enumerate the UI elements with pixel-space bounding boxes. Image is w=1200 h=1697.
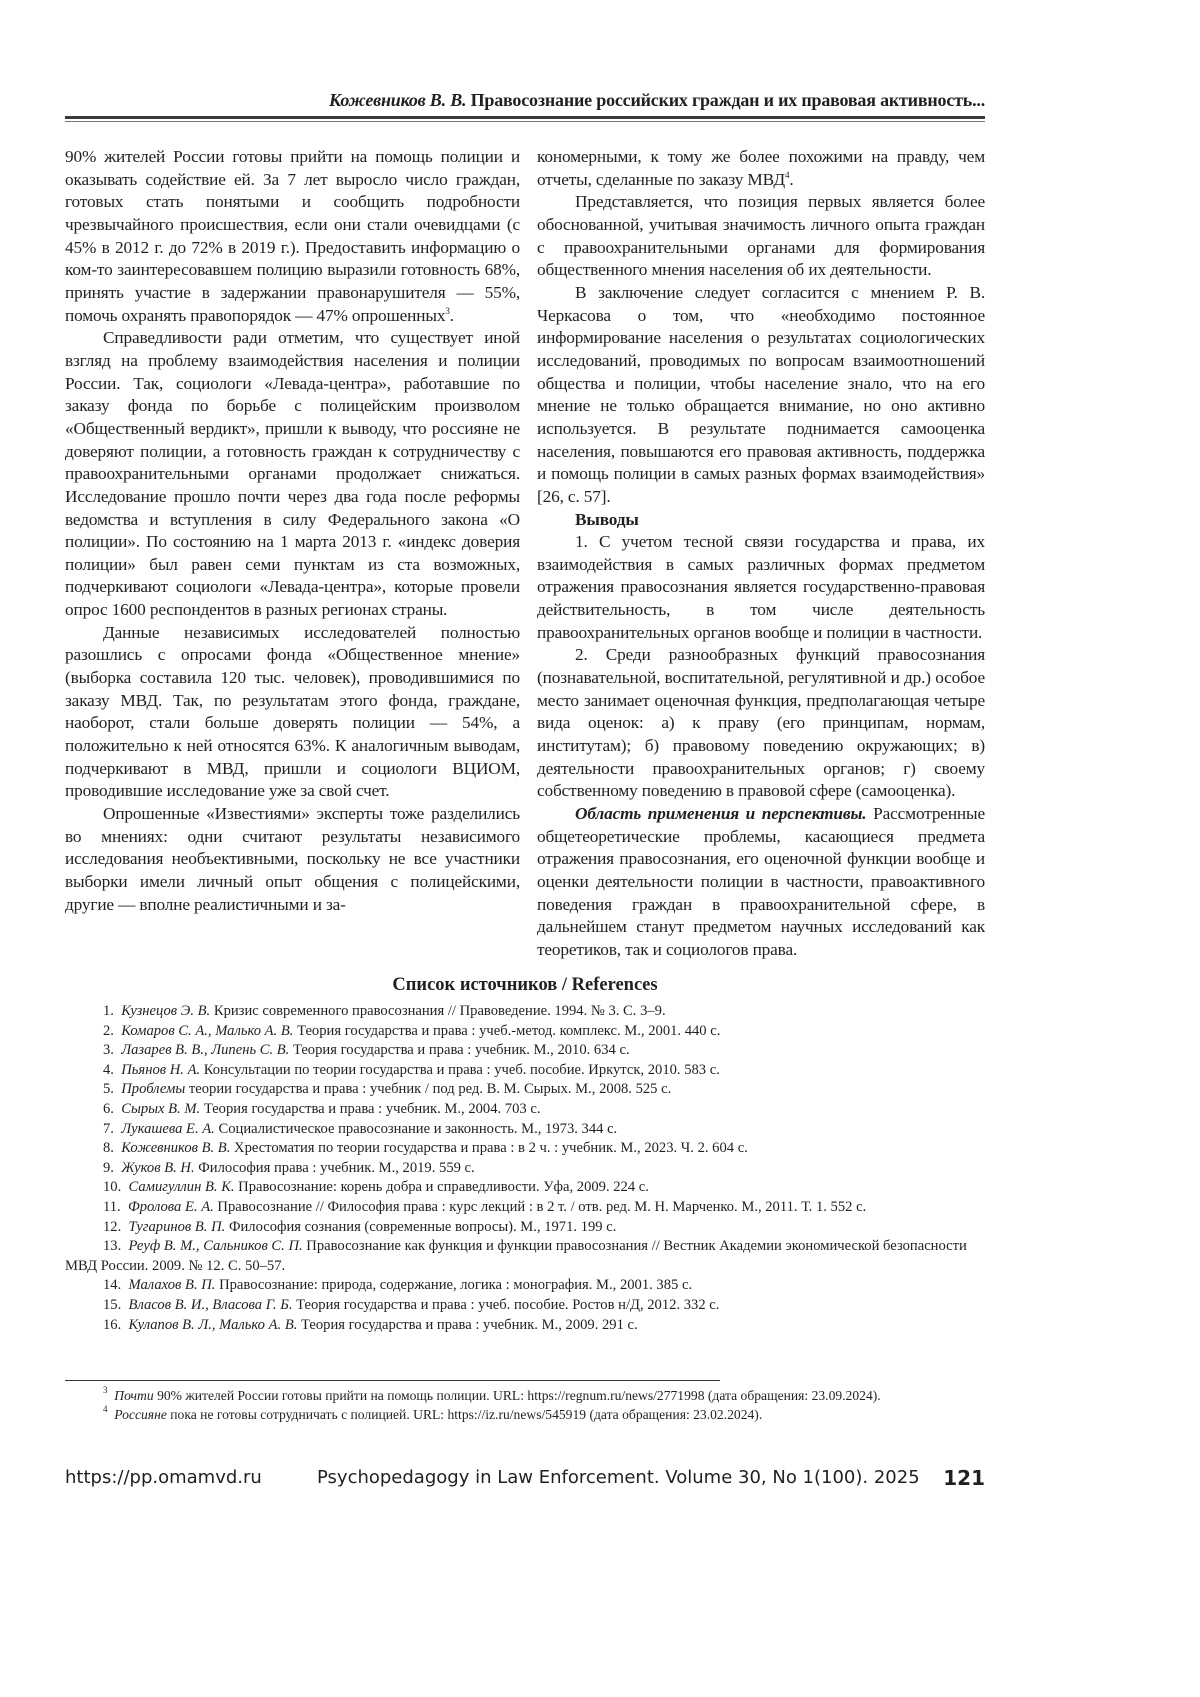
references-list [65,1002,985,1335]
reference-text: Теория государства и права : учебник. М., 2004. 703 с. [200,1101,540,1117]
conclusion-item: 2. Среди разнообразных функций правосознания (познавательной, воспитательной, регулятивной и др.) особое место занимает оценочная функция, предполагающая четыре вида оценок: а) к праву (его принципам, нормам, институтам); б) правовому поведению окружающих; в) деятельности правоохранительных органов; г) своему собственному поведению в правовой сфере (самооценка). [537,644,985,803]
reference-author: Власов В. И., Власова Г. Б. [129,1297,293,1313]
footnote [65,1387,985,1406]
reference-author: Лазарев В. В., Липень С. В. [121,1042,289,1058]
reference-number: 1. [103,1003,114,1019]
left-column [65,146,520,916]
reference-text: Теория государства и права : учебник. М., 2009. 291 с. [297,1317,637,1333]
reference-author: Лукашева Е. А. [121,1121,215,1137]
reference-text: Правосознание: природа, содержание, логика : монография. М., 2001. 385 с. [215,1277,692,1293]
reference-number: 15. [103,1297,121,1313]
reference-author: Тугаринов В. П. [129,1219,226,1235]
reference-number: 11. [103,1199,121,1215]
footnote-lead: Россияне [114,1407,167,1422]
paragraph: В заключение следует согласится с мнением Р. В. Черкасова о том, что «необходимо постоянное информирование населения о результатах социологических исследований, проводимых по вопросам взаимоотношений общества и полиции, чтобы население знало, что на его мнение не только обращается внимание, но оно активно используется. В результате поднимается самооценка населения, повышаются его правовая активность, поддержка и помощь полиции в самых разных формах взаимодействия» [26, с. 57]. [537,282,985,509]
paragraph [65,146,520,327]
conclusion-item: 1. С учетом тесной связи государства и права, их взаимодействия в самых различных формах предметом отражения правосознания является государственно-правовая действительность, в том числе деятельность правоохранительных органов вообще и полиции в частности. [537,531,985,644]
reference-text: Философия сознания (современные вопросы). М., 1971. 199 с. [225,1219,616,1235]
reference-number: 8. [103,1140,114,1156]
paragraph: Справедливости ради отметим, что существует иной взгляд на проблему взаимодействия населения и полиции России. Так, социологи «Левада-центра», работавшие по заказу фонда по борьбе с полицейским произволом «Общественный вердикт», пришли к выводу, что россияне не доверяют полиции, а готовность граждан к сотрудничеству с правоохранительными органами продолжает снижаться. Исследование прошло почти через два года после реформы ведомства и вступления в силу Федерального закона «О полиции». По состоянию на 1 марта 2013 г. «индекс доверия полиции» был равен семи пунктам из ста возможных, подчеркивают социологи «Левада-центра», которые провели опрос 1600 респондентов в разных регионах страны. [65,327,520,622]
footnote-lead: Почти [114,1388,153,1403]
reference-text: Правосознание: корень добра и справедливости. Уфа, 2009. 224 с. [235,1179,649,1195]
reference-item [65,1100,985,1120]
reference-author: Пьянов Н. А. [121,1062,200,1078]
reference-author: Кулапов В. Л., Малько А. В. [129,1317,298,1333]
reference-text: Правосознание // Философия права : курс лекций : в 2 т. / отв. ред. М. Н. Марченко. М., 2011. Т. 1. 552 с. [214,1199,866,1215]
reference-item [65,1159,985,1179]
reference-author: Фролова Е. А. [128,1199,214,1215]
reference-item [65,1120,985,1140]
reference-text: Кризис современного правосознания // Правоведение. 1994. № 3. С. 3–9. [210,1003,665,1019]
paragraph-text: 90% жителей России готовы прийти на помощь полиции и оказывать содействие ей. За 7 лет выросло число граждан, готовых стать понятыми и сообщить подробности чрезвычайного происшествия, если они стали очевидцами (с 45% в 2012 г. до 72% в 2019 г.). Предоставить информацию о ком-то заинтересовавшем полицию выразили готовность 68%, принять участие в задержании правонарушителя — 55%, помочь охранять правопорядок — 47% опрошенных [65,147,520,325]
reference-item [65,1178,985,1198]
right-column [537,146,985,962]
footnote-number: 4 [103,1404,108,1414]
reference-item [65,1316,985,1336]
reference-item [65,1002,985,1022]
reference-item [65,1296,985,1316]
reference-text: Хрестоматия по теории государства и права : в 2 ч. : учебник. М., 2023. Ч. 2. 604 с. [230,1140,747,1156]
reference-text: Консультации по теории государства и права : учеб. пособие. Иркутск, 2010. 583 с. [200,1062,720,1078]
reference-item [65,1198,985,1218]
paragraph: Представляется, что позиция первых является более обоснованной, учитывая значимость личного опыта граждан с правоохранительными органами для формирования общественного мнения населения об их деятельности. [537,191,985,282]
footnote-number: 3 [103,1385,108,1395]
reference-author: Сырых В. М. [121,1101,200,1117]
reference-author: Жуков В. Н. [121,1160,194,1176]
footnote [65,1406,985,1425]
reference-number: 3. [103,1042,114,1058]
journal-url[interactable]: https://pp.omamvd.ru [65,1463,262,1493]
page-number: 121 [943,1463,985,1493]
reference-author: Кожевников В. В. [121,1140,230,1156]
reference-text: Теория государства и права : учеб. пособие. Ростов н/Д, 2012. 332 с. [293,1297,720,1313]
reference-number: 7. [103,1121,114,1137]
reference-text: Теория государства и права : учеб.-метод. комплекс. М., 2001. 440 с. [293,1023,720,1039]
reference-number: 12. [103,1219,121,1235]
references-title: Список источников / References [65,973,985,997]
journal-name: Psychopedagogy in Law Enforcement. Volume 30, No 1(100). 2025 [317,1463,920,1493]
conclusions-heading: Выводы [537,509,985,532]
reference-item [65,1139,985,1159]
reference-author: Кузнецов Э. В. [121,1003,210,1019]
reference-number: 9. [103,1160,114,1176]
paragraph-tail: . [789,170,793,189]
reference-number: 13. [103,1238,121,1254]
reference-author: Проблемы [121,1081,185,1097]
reference-text: теории государства и права : учебник / под ред. В. М. Сырых. М., 2008. 525 с. [185,1081,671,1097]
paragraph [537,146,985,191]
reference-author: Самигуллин В. К. [129,1179,235,1195]
footnote-text: пока не готовы сотрудничать с полицией. URL: https://iz.ru/news/545919 (дата обращения: 23.02.2024). [167,1407,762,1422]
reference-number: 16. [103,1317,121,1333]
footnote-text: 90% жителей России готовы прийти на помощь полиции. URL: https://regnum.ru/news/2771998 (дата обращения: 23.09.2024). [154,1388,881,1403]
header-rule [65,116,985,122]
scope-label: Область применения и перспективы. [575,804,866,823]
paragraph-text: кономерными, к тому же более похожими на правду, чем отчеты, сделанные по заказу МВД [537,147,985,189]
paragraph: Опрошенные «Известиями» эксперты тоже разделились во мнениях: одни считают результаты независимого исследования необъективными, поскольку не все участники выборки имели личный опыт общения с полицейскими, другие — вполне реалистичными и за- [65,803,520,916]
reference-number: 6. [103,1101,114,1117]
reference-number: 4. [103,1062,114,1078]
reference-item [65,1041,985,1061]
reference-item [65,1237,985,1276]
page-footer [65,1463,985,1493]
paragraph-tail: . [450,306,454,325]
footnote-rule [65,1380,720,1381]
reference-item [65,1218,985,1238]
reference-author: Малахов В. П. [129,1277,216,1293]
reference-item [65,1080,985,1100]
paragraph [537,803,985,962]
reference-author: Комаров С. А., Малько А. В. [121,1023,293,1039]
reference-item [65,1061,985,1081]
paragraph: Данные независимых исследователей полностью разошлись с опросами фонда «Общественное мнение» (выборка составила 120 тыс. человек), проводившимися по заказу МВД. Так, по результатам этого фонда, граждане, наоборот, стали больше доверять полиции — 54%, а положительно к ней относятся 63%. К аналогичным выводам, подчеркивают в МВД, пришли и социологи ВЦИОМ, проводившие исследование уже за свой счет. [65,622,520,803]
reference-item [65,1276,985,1296]
reference-number: 2. [103,1023,114,1039]
footnote-ref[interactable]: 3 [445,306,449,316]
reference-author: Реуф В. М., Сальников С. П. [129,1238,303,1254]
reference-text: Социалистическое правосознание и законность. М., 1973. 344 с. [215,1121,617,1137]
running-head-title: Правосознание российских граждан и их правовая активность... [471,90,985,110]
footnote-ref[interactable]: 4 [785,170,789,180]
footnotes [65,1387,985,1425]
running-head-author: Кожевников В. В. [329,90,466,110]
reference-number: 10. [103,1179,121,1195]
reference-number: 5. [103,1081,114,1097]
running-head [65,88,985,112]
reference-text: Теория государства и права : учебник. М., 2010. 634 с. [289,1042,629,1058]
reference-text: Правосознание как функция и функции правосознания // Вестник Академии экономической безопасности МВД России. 2009. № 12. С. 50–57. [65,1238,967,1274]
reference-text: Философия права : учебник. М., 2019. 559 с. [195,1160,475,1176]
scope-text: Рассмотренные общетеоретические проблемы, касающиеся предмета отражения правосознания, его оценочной функции вообще и оценки деятельности полиции в частности, правоактивного поведения граждан в правоохранительной сфере, в дальнейшем станут предметом научных исследований как теоретиков, так и социологов права. [537,804,985,959]
reference-number: 14. [103,1277,121,1293]
reference-item [65,1022,985,1042]
